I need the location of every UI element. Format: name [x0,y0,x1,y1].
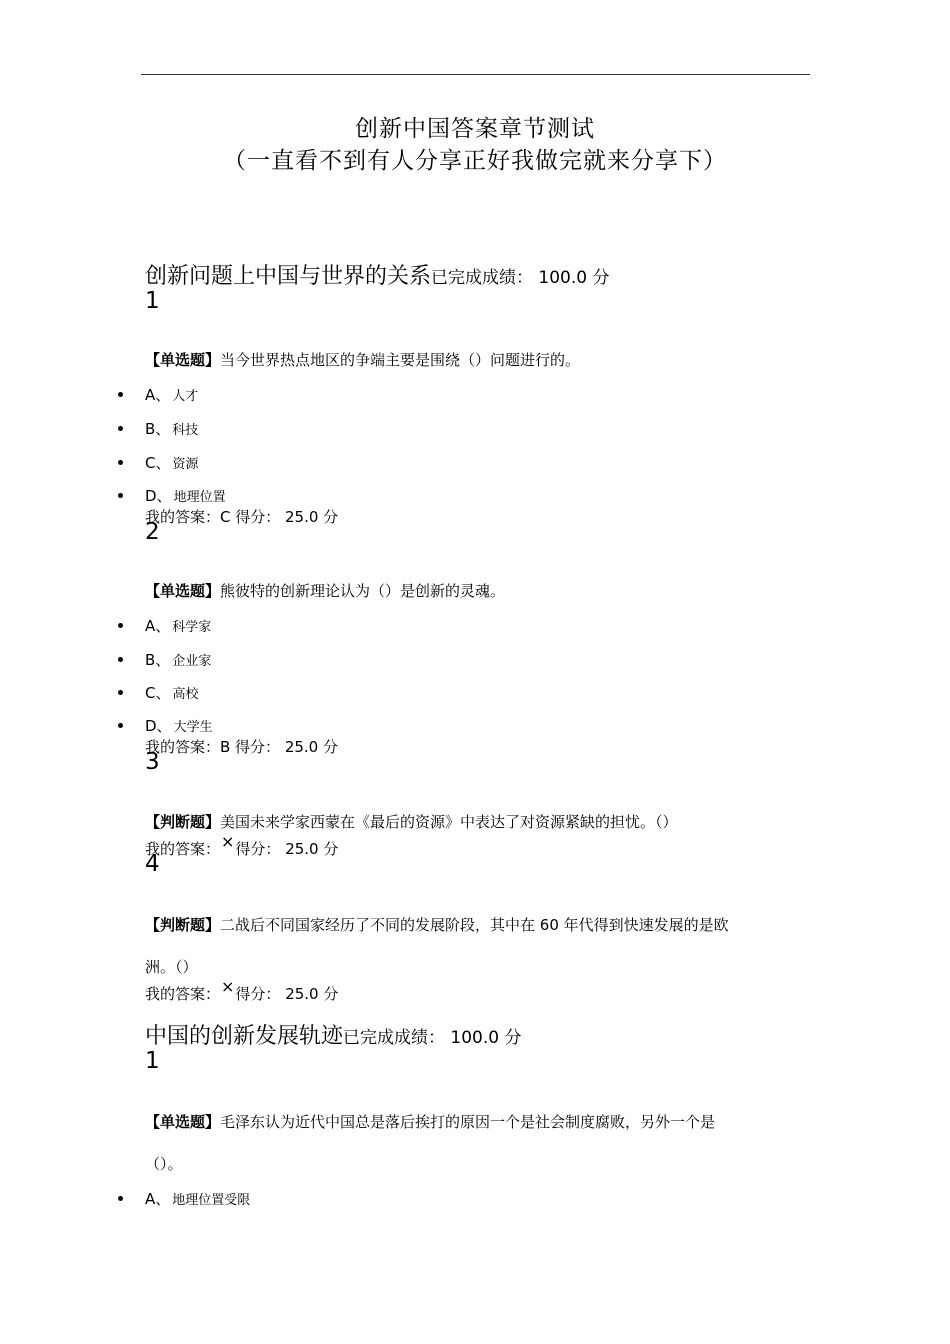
question-number: 1 [145,288,160,314]
my-answer: 我的答案：C 得分： 25.0 分 [145,508,339,526]
bullet-icon [118,1196,123,1201]
question-number: 1 [145,1048,160,1074]
question-text [145,349,580,370]
question-text [145,580,505,601]
section-heading [145,259,610,290]
my-answer: 我的答案：B 得分： 25.0 分 [145,738,338,756]
question-type: 【判断题】 [145,813,221,831]
question-number: 4 [145,851,160,877]
option-d[interactable]: D、 地理位置 [145,487,226,505]
question-type: 【单选题】 [145,351,221,369]
bullet-icon [118,623,123,628]
question-body: 二战后不同国家经历了不同的发展阶段，其中在 60 年代得到快速发展的是欧 [220,916,729,934]
option-a[interactable]: A、 地理位置受限 [145,1190,251,1208]
cross-icon: × [221,977,235,996]
bullet-icon [118,723,123,728]
section-title: 中国的创新发展轨迹 [145,1024,344,1049]
bullet-icon [118,392,123,397]
option-a[interactable]: A、 人才 [145,386,199,404]
cross-icon: × [221,832,235,851]
my-answer: 我的答案：×得分： 25.0 分 [145,977,339,1003]
bullet-icon [118,426,123,431]
document-title: 创新中国答案章节测试 [355,116,595,142]
option-c[interactable]: C、 资源 [145,454,199,472]
option-b[interactable]: B、 企业家 [145,651,212,669]
my-answer: 我的答案：×得分： 25.0 分 [145,832,339,858]
question-text-continued: （）。 [145,1155,183,1173]
question-type: 【单选题】 [145,582,221,600]
bullet-icon [118,460,123,465]
option-b[interactable]: B、 科技 [145,420,199,438]
header-rule [141,74,810,75]
option-a[interactable]: A、 科学家 [145,617,212,635]
section-score: 已完成成绩： 100.0 分 [431,268,610,288]
bullet-icon [118,657,123,662]
bullet-icon [118,493,123,498]
section-title: 创新问题上中国与世界的关系 [145,264,432,289]
question-text [145,1111,715,1132]
question-body: 毛泽东认为近代中国总是落后挨打的原因一个是社会制度腐败，另外一个是 [220,1113,716,1131]
option-c[interactable]: C、 高校 [145,684,199,702]
bullet-icon [118,690,123,695]
question-number: 2 [145,519,160,545]
question-body: 美国未来学家西蒙在《最后的资源》中表达了对资源紧缺的担忧。（） [220,813,678,831]
document-subtitle: （一直看不到有人分享正好我做完就来分享下） [223,148,727,174]
section-score: 已完成成绩： 100.0 分 [343,1028,522,1048]
question-body: 当今世界热点地区的争端主要是围绕（）问题进行的。 [220,351,581,369]
section-heading [145,1019,522,1050]
question-text-continued: 洲。（） [145,958,198,976]
question-text [145,811,678,832]
question-body: 熊彼特的创新理论认为（）是创新的灵魂。 [220,582,506,600]
question-text [145,914,729,935]
question-number: 3 [145,749,160,775]
question-type: 【判断题】 [145,916,221,934]
option-d[interactable]: D、 大学生 [145,717,213,735]
question-type: 【单选题】 [145,1113,221,1131]
